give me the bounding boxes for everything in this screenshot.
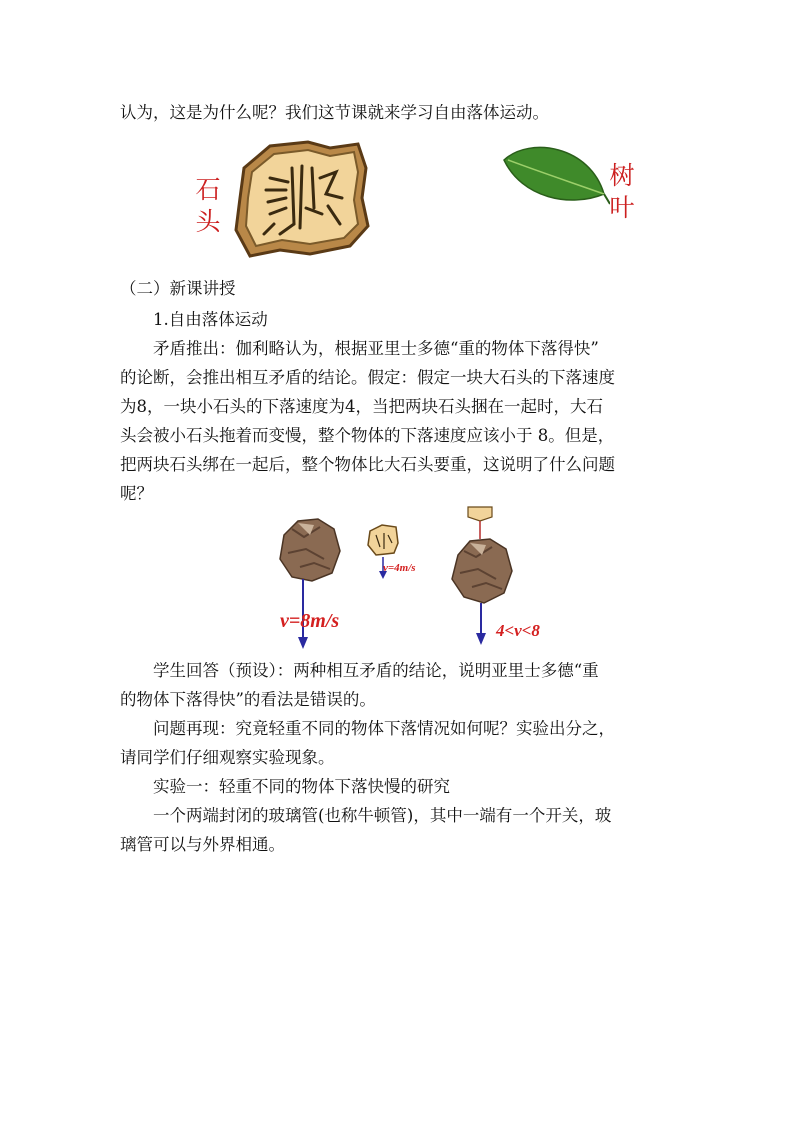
paragraph-student-answer-line: 学生回答（预设）：两种相互矛盾的结论，说明亚里士多德“重 — [153, 661, 599, 680]
combined-big-rock-image — [448, 537, 514, 607]
figure-stone-and-leaf — [190, 138, 650, 263]
paragraph-contradiction-line: 矛盾推出：伽利略认为，根据亚里士多德“重的物体下落得快” — [153, 339, 599, 358]
stone-tablet-image — [230, 138, 370, 258]
big-rock-image — [274, 515, 344, 585]
small-stone-image — [366, 523, 400, 557]
paragraph-contradiction-line: 把两块石头绑在一起后，整个物体比大石头要重，这说明了什么问题 — [120, 455, 615, 474]
paragraph-contradiction-line: 头会被小石头拖着而变慢，整个物体的下落速度应该小于 8。但是， — [120, 426, 615, 445]
paragraph-student-answer-line: 的物体下落得快”的看法是错误的。 — [120, 690, 376, 709]
section-heading: （二）新课讲授 — [120, 279, 236, 298]
stone-label: 石 头 — [195, 175, 221, 236]
paragraph-question-line: 请同学们仔细观察实验现象。 — [120, 748, 335, 767]
paragraph-glass-tube-line: 一个两端封闭的玻璃管(也称牛顿管)，其中一端有一个开关，玻 — [153, 806, 612, 825]
figure-falling-rocks — [270, 505, 570, 645]
paragraph-contradiction-line: 为8，一块小石头的下落速度为4，当把两块石头捆在一起时，大石 — [120, 397, 603, 416]
big-rock-speed-label: v=8m/s — [280, 610, 340, 632]
paragraph-contradiction-line: 的论断，会推出相互矛盾的结论。假定：假定一块大石头的下落速度 — [120, 368, 615, 387]
subsection-heading: 1.自由落体运动 — [153, 310, 268, 329]
paragraph-contradiction-line: 呢？ — [120, 484, 153, 503]
leaf-image — [500, 142, 610, 212]
paragraph-intro-end: 认为，这是为什么呢？我们这节课就来学习自由落体运动。 — [120, 103, 549, 122]
experiment-heading: 实验一：轻重不同的物体下落快慢的研究 — [153, 777, 450, 796]
combined-speed-label: 4<v<8 — [496, 621, 540, 640]
combined-rock-arrow — [476, 603, 486, 645]
paragraph-question-line: 问题再现：究竟轻重不同的物体下落情况如何呢？实验出分之， — [153, 719, 615, 738]
small-stone-speed-label: v=4m/s — [383, 562, 416, 574]
leaf-label: 树 叶 — [609, 161, 635, 222]
paragraph-glass-tube-line: 璃管可以与外界相通。 — [120, 835, 285, 854]
